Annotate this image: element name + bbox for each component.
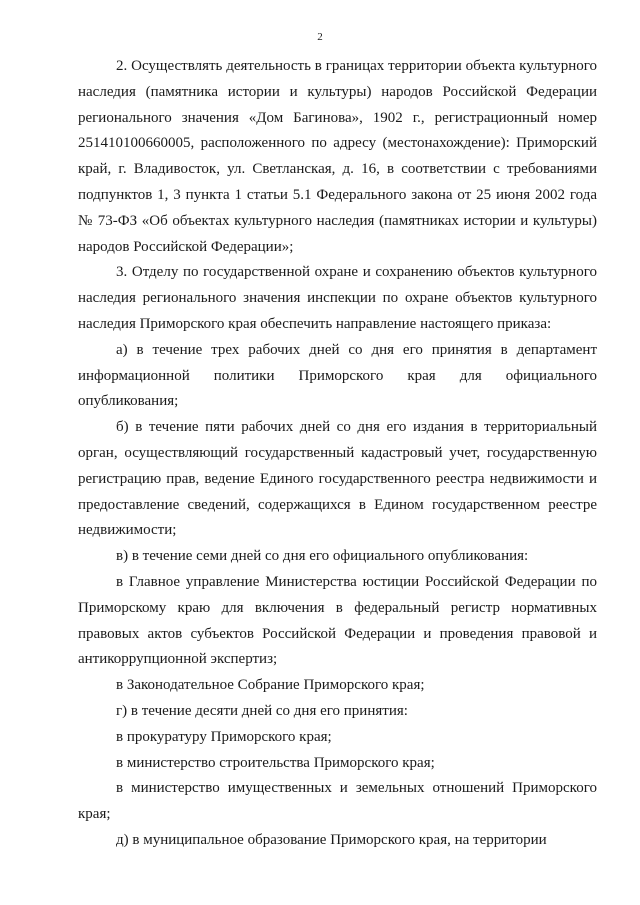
paragraph-item-3: 3. Отделу по государственной охране и сохранению объектов культурного наследия регионального значения инспекции по охране объектов культурного наследия Приморского края обеспечить направление настоящего приказа: xyxy=(78,264,597,332)
recipient-prosecutor-office: в прокуратуру Приморского края; xyxy=(116,728,332,745)
subparagraph-d: д) в муниципальное образование Приморского края, на территории xyxy=(116,831,547,848)
paragraph-item-2: 2. Осуществлять деятельность в границах территории объекта культурного наследия (памятника истории и культуры) народов Российской Федерации регионального значения «Дом Багинова», 1902 г., регистрационный номер 251410100660005, расположенного по адресу (местонахождение): Приморский край, г. Владивосток, ул. Светланская, д. 16, в соответствии с требованиями подпунктов 1, 3 пункта 1 статьи 5.1 Федерального закона от 25 июня 2002 года № 73-ФЗ «Об объектах культурного наследия (памятниках истории и культуры) народов Российской Федерации»; xyxy=(78,58,597,255)
subparagraph-g: г) в течение десяти дней со дня его принятия: xyxy=(116,702,408,719)
subparagraph-a: а) в течение трех рабочих дней со дня его принятия в департамент информационной политики Приморского края для официального опубликования; xyxy=(78,341,597,410)
document-body xyxy=(78,54,597,854)
subparagraph-v: в) в течение семи дней со дня его официального опубликования: xyxy=(116,548,529,565)
recipient-ministry-of-justice: в Главное управление Министерства юстиции Российской Федерации по Приморскому краю для включения в федеральный регистр нормативных правовых актов субъектов Российской Федерации и проведения правовой и антикоррупционной экспертиз; xyxy=(78,573,597,668)
recipient-legislative-assembly: в Законодательное Собрание Приморского края; xyxy=(116,677,425,694)
page-number: 2 xyxy=(317,31,323,43)
recipient-ministry-of-construction: в министерство строительства Приморского края; xyxy=(116,754,435,771)
recipient-ministry-of-property: в министерство имущественных и земельных отношений Приморского края; xyxy=(78,780,597,823)
subparagraph-b: б) в течение пяти рабочих дней со дня его издания в территориальный орган, осуществляющий государственный кадастровый учет, государственную регистрацию прав, ведение Единого государственного реестра недвижимости и предоставление сведений, содержащихся в Едином государственном реестре недвижимости; xyxy=(78,419,597,539)
